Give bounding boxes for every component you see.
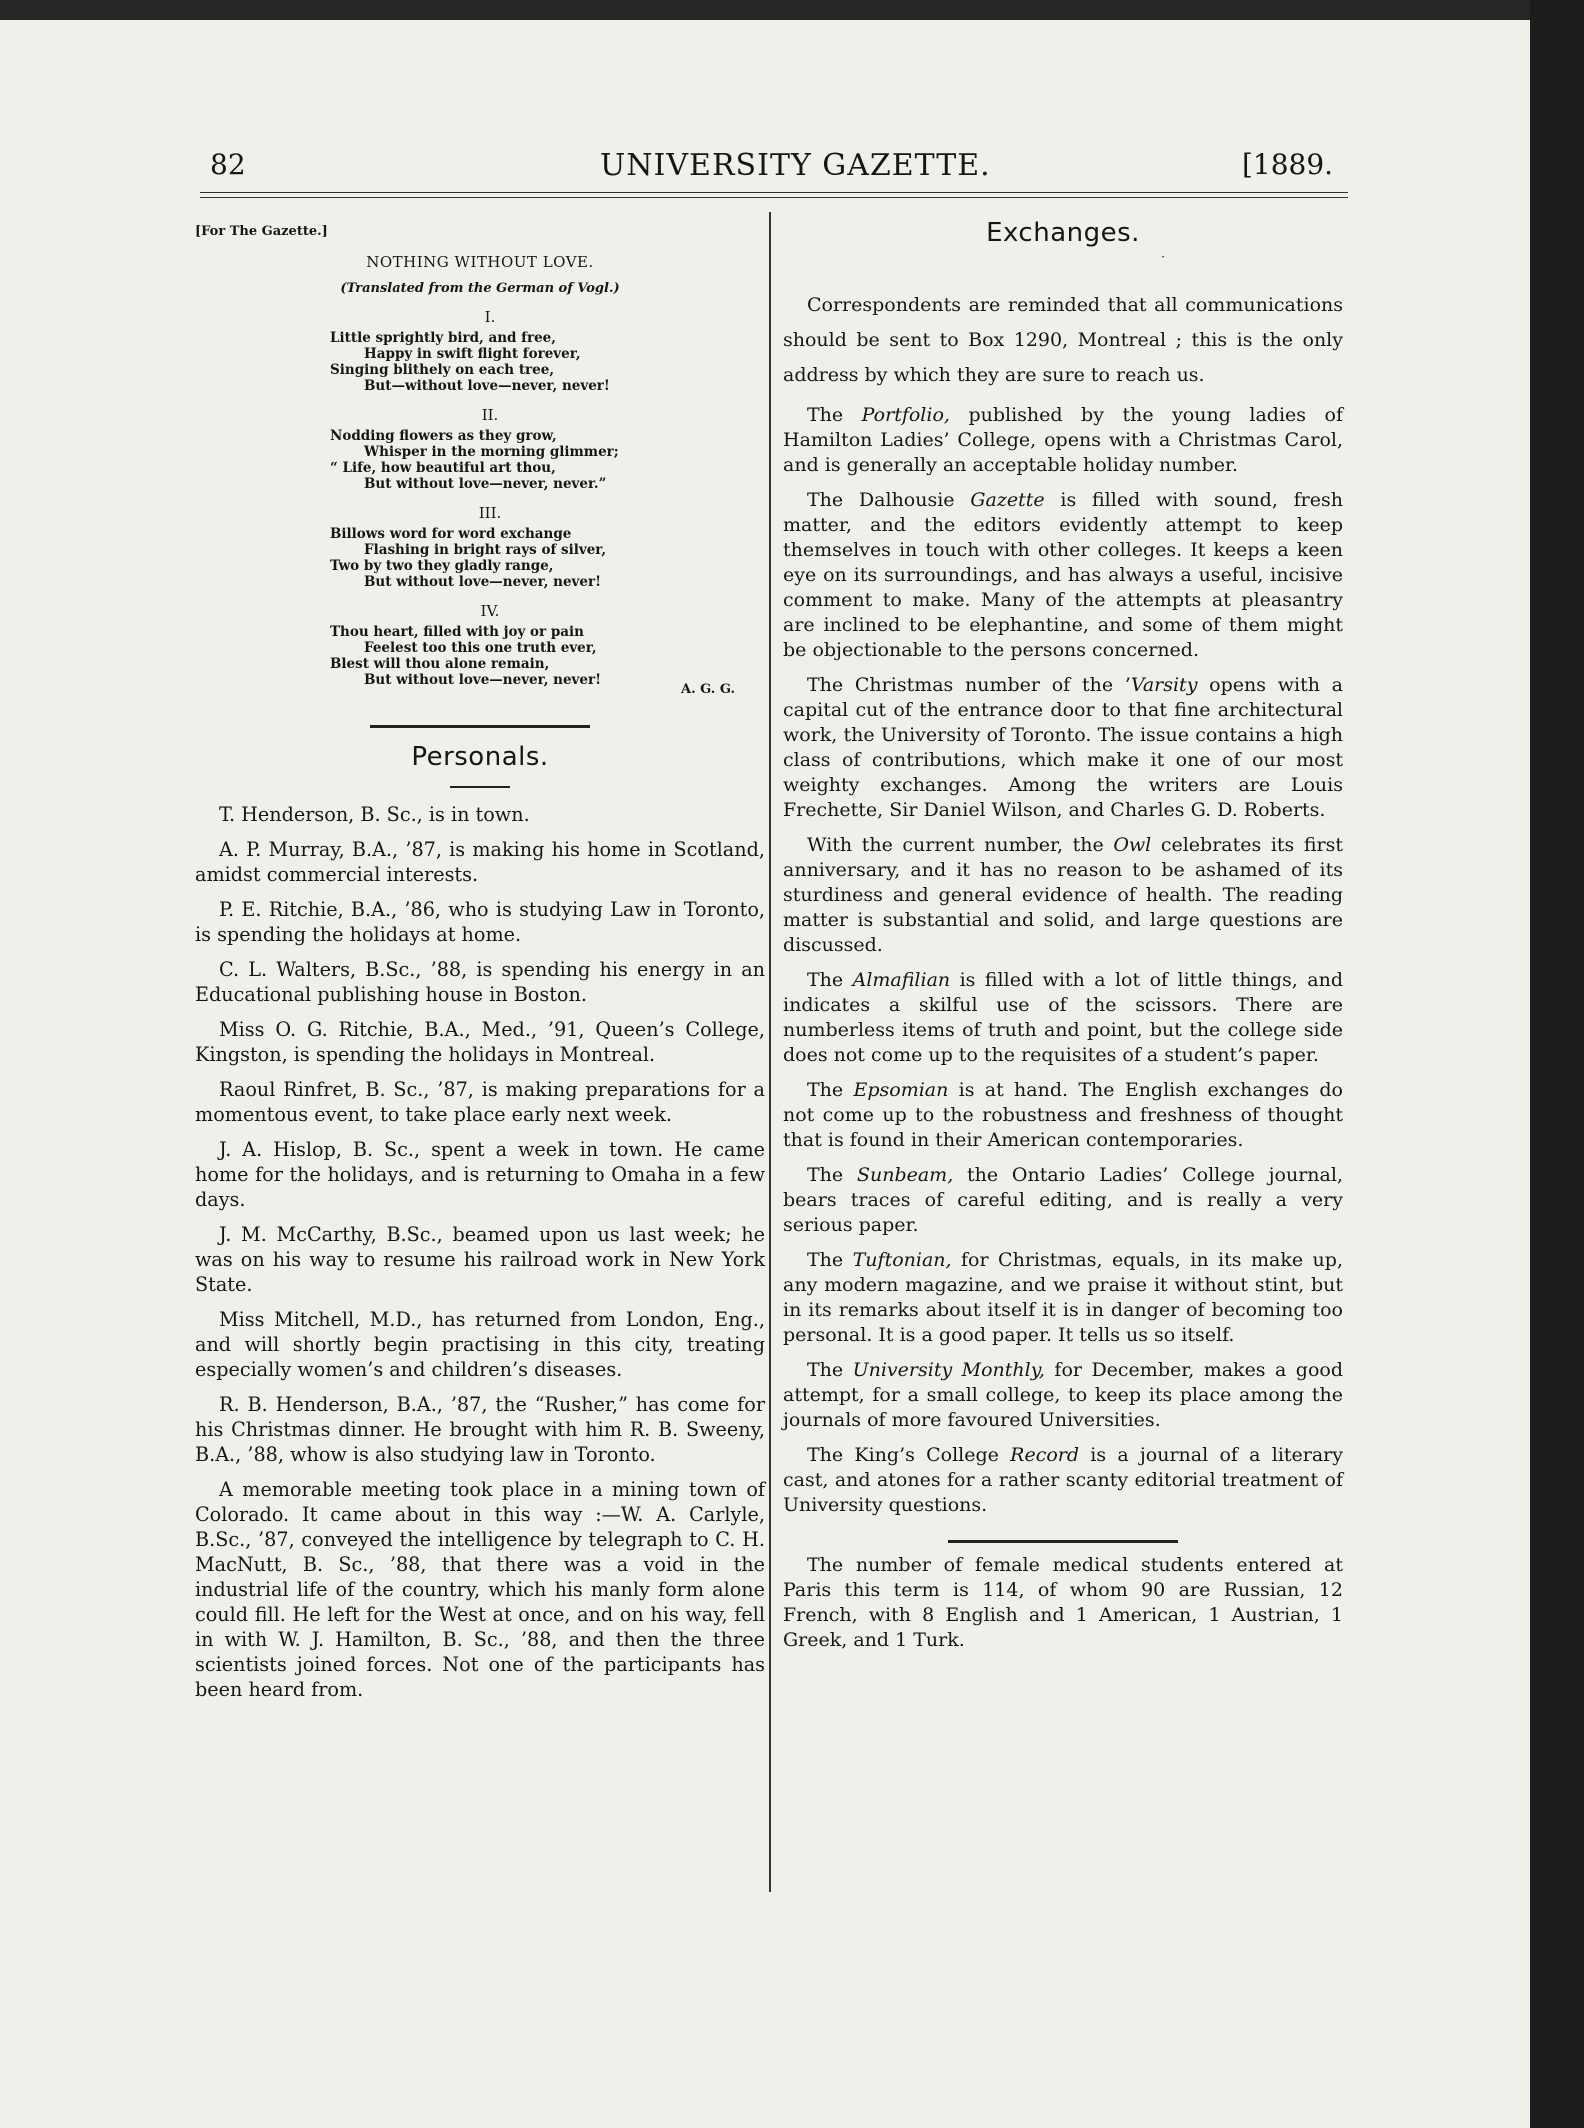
exchange-text: for December, makes a good attempt, for a small college, to keep its place among the journals of more favoured Universities. — [783, 1359, 1343, 1431]
poem-line: But without love—never, never! — [364, 672, 602, 688]
poem-line: But without love—never, never.” — [364, 476, 607, 492]
personal-item: P. E. Ritchie, B.A., ’86, who is studying Law in Toronto, is spending the holidays at home. — [195, 898, 765, 946]
personals-heading: Personals. — [411, 742, 549, 772]
journal-title: Owl — [1113, 834, 1152, 856]
exchanges-list — [783, 288, 1343, 1518]
poem-stanzas — [195, 308, 765, 688]
poem-attribution: [For The Gazette.] — [195, 224, 328, 239]
exchange-item — [783, 403, 1343, 478]
left-column — [195, 224, 765, 1702]
journal-title: Gazette — [970, 489, 1045, 511]
exchange-text: for Christmas, equals, in its make up, any modern magazine, and we praise it without stint, but in its remarks about itself it is in danger of becoming too personal. It is a good paper. It tells us so itself. — [783, 1249, 1343, 1346]
exchange-text: The — [807, 969, 853, 991]
stanza-number: II. — [481, 406, 499, 424]
scan-border-right — [1530, 0, 1584, 2128]
section-divider — [370, 725, 590, 728]
personal-item: C. L. Walters, B.Sc., ’88, is spending his energy in an Educational publishing house in Boston. — [195, 958, 765, 1006]
heading-underline — [450, 786, 510, 788]
stanza-number: IV. — [480, 602, 500, 620]
female-students-note: The number of female medical students entered at Paris this term is 114, of whom 90 are Russian, 12 French, with 8 English and 1 American, 1 Austrian, 1 Greek, and 1 Turk. — [783, 1554, 1343, 1651]
personal-item: A memorable meeting took place in a mining town of Colorado. It came about in this way :—W. A. Carlyle, B.Sc., ’87, conveyed the intelligence by telegraph to C. H. MacNutt, B. Sc., ’88, that there was a void in the industrial life of the country, which his manly form alone could fill. He left for the West at once, and on his way, fell in with W. J. Hamilton, B. Sc., ’88, and then the three scientists joined forces. Not one of the participants has been heard from. — [195, 1478, 765, 1701]
poem-line: But without love—never, never! — [364, 574, 602, 590]
exchange-item — [783, 488, 1343, 663]
exchange-text: The — [807, 1164, 857, 1186]
exchange-item — [783, 1248, 1343, 1348]
exchange-item — [783, 1163, 1343, 1238]
exchanges-heading: Exchanges. — [986, 218, 1140, 248]
scan-border-top — [0, 0, 1530, 20]
exchange-item — [783, 833, 1343, 958]
exchange-text: is at hand. The English exchanges do not come up to the robustness and freshness of thought that is found in their American contemporaries. — [783, 1079, 1343, 1151]
exchange-item — [783, 968, 1343, 1068]
exchange-text: The — [807, 1079, 854, 1101]
poem-signature: A. G. G. — [681, 682, 735, 697]
journal-title: Portfolio, — [861, 404, 950, 426]
poem-line: Singing blithely on each tree, — [330, 362, 555, 378]
page-number: 82 — [210, 148, 246, 181]
poem-line: Happy in swift flight forever, — [364, 346, 581, 362]
exchange-text: The King’s College — [807, 1444, 1011, 1466]
personal-item: T. Henderson, B. Sc., is in town. — [219, 803, 530, 826]
personal-item: R. B. Henderson, B.A., ’87, the “Rusher,” has come for his Christmas dinner. He brought with him R. B. Sweeny, B.A., ’88, whow is also studying law in Toronto. — [195, 1393, 765, 1466]
exchange-text: The — [807, 404, 862, 426]
poem-line: “ Life, how beautiful art thou, — [330, 460, 556, 476]
poem-line: Nodding flowers as they grow, — [330, 428, 557, 444]
journal-title: Tuftonian, — [852, 1249, 952, 1271]
exchange-text: is filled with a lot of little things, and indicates a skilful use of the scissors. There are numberless items of truth and point, but the college side does not come up to the requisites of a student’s paper. — [783, 969, 1343, 1066]
poem-line: Feelest too this one truth ever, — [364, 640, 597, 656]
exchange-text: The — [807, 1249, 853, 1271]
exchange-text: Correspondents are reminded that all communications should be sent to Box 1290, Montreal ; this is the only address by which they are sure to reach us. — [783, 294, 1343, 386]
personal-item: A. P. Murray, B.A., ’87, is making his home in Scotland, amidst commercial interests. — [195, 838, 765, 886]
exchange-text: is filled with sound, fresh matter, and the editors evidently attempt to keep themselves in touch with other colleges. It keeps a keen eye on its surroundings, and has always a useful, incisive comment to make. Many of the attempts at pleasantry are inclined to be elephantine, and some of them might be objectionable to the persons concerned. — [783, 489, 1344, 661]
personal-item: J. A. Hislop, B. Sc., spent a week in town. He came home for the holidays, and is returning to Omaha in a few days. — [195, 1138, 765, 1211]
journal-title: Sunbeam, — [856, 1164, 954, 1186]
poem-line: Whisper in the morning glimmer; — [364, 444, 619, 460]
header-rule-bottom — [200, 197, 1348, 198]
exchange-item — [783, 673, 1343, 823]
personal-item: Miss O. G. Ritchie, B.A., Med., ’91, Queen’s College, Kingston, is spending the holidays in Montreal. — [195, 1018, 765, 1066]
stanza — [330, 428, 765, 492]
personals-list — [195, 802, 765, 1702]
exchange-item — [783, 288, 1343, 393]
exchange-text: The Christmas number of the ’ — [807, 674, 1131, 696]
exchange-item — [783, 1443, 1343, 1518]
right-column — [783, 218, 1343, 1653]
poem-title: NOTHING WITHOUT LOVE. — [366, 253, 594, 271]
exchange-text: celebrates its first anniversary, and it has no reason to be ashamed of its sturdiness and general evidence of health. The reading matter is substantial and solid, and large questions are discussed. — [783, 834, 1343, 956]
stanza-number: III. — [478, 504, 502, 522]
exchange-text: the Ontario Ladies’ College journal, bears traces of careful editing, and is really a very serious paper. — [783, 1164, 1343, 1236]
poem-line: Billows word for word exchange — [330, 526, 572, 542]
exchange-text: The Dalhousie — [807, 489, 971, 511]
stanza — [330, 330, 765, 394]
publication-title: UNIVERSITY GAZETTE. — [600, 148, 991, 183]
section-divider — [948, 1540, 1178, 1543]
personal-item: Raoul Rinfret, B. Sc., ’87, is making preparations for a momentous event, to take place early next week. — [195, 1078, 765, 1126]
poem-translation-note: (Translated from the German of Vogl.) — [340, 281, 620, 296]
column-divider — [769, 212, 771, 1892]
stanza — [330, 624, 765, 688]
exchange-text: is a journal of a literary cast, and atones for a rather scanty editorial treatment of University questions. — [783, 1444, 1343, 1516]
stanza — [330, 526, 765, 590]
poem-line: Blest will thou alone remain, — [330, 656, 550, 672]
exchange-item — [783, 1358, 1343, 1433]
journal-title: Epsomian — [853, 1079, 949, 1101]
poem-line: Little sprightly bird, and free, — [330, 330, 556, 346]
journal-title: Almafilian — [852, 969, 951, 991]
exchange-text: published by the young ladies of Hamilton Ladies’ College, opens with a Christmas Carol, and is generally an acceptable holiday number. — [783, 404, 1343, 476]
exchange-item — [783, 1078, 1343, 1153]
journal-title: University Monthly, — [852, 1359, 1045, 1381]
exchange-text: With the current number, the — [807, 834, 1114, 856]
journal-title: Varsity — [1130, 674, 1198, 696]
exchange-text: opens with a capital cut of the entrance door to that fine architectural work, the University of Toronto. The issue contains a high class of contributions, which make it one of our most weighty exchanges. Among the writers are Louis Frechette, Sir Daniel Wilson, and Charles G. D. Roberts. — [783, 674, 1344, 821]
personal-item: Miss Mitchell, M.D., has returned from London, Eng., and will shortly begin practising in this city, treating especially women’s and children’s diseases. — [195, 1308, 765, 1381]
stanza-number: I. — [484, 308, 496, 326]
personal-item: J. M. McCarthy, B.Sc., beamed upon us last week; he was on his way to resume his railroad work in New York State. — [195, 1223, 765, 1296]
poem-line: Thou heart, filled with joy or pain — [330, 624, 584, 640]
header-rule-top — [200, 192, 1348, 193]
exchange-text: The — [807, 1359, 853, 1381]
poem-line: Flashing in bright rays of silver, — [364, 542, 607, 558]
poem-line: Two by two they gladly range, — [330, 558, 554, 574]
journal-title: Record — [1010, 1444, 1080, 1466]
publication-year: [1889. — [1242, 148, 1334, 181]
poem-line: But—without love—never, never! — [364, 378, 610, 394]
ornament-dot: · — [1161, 250, 1165, 264]
